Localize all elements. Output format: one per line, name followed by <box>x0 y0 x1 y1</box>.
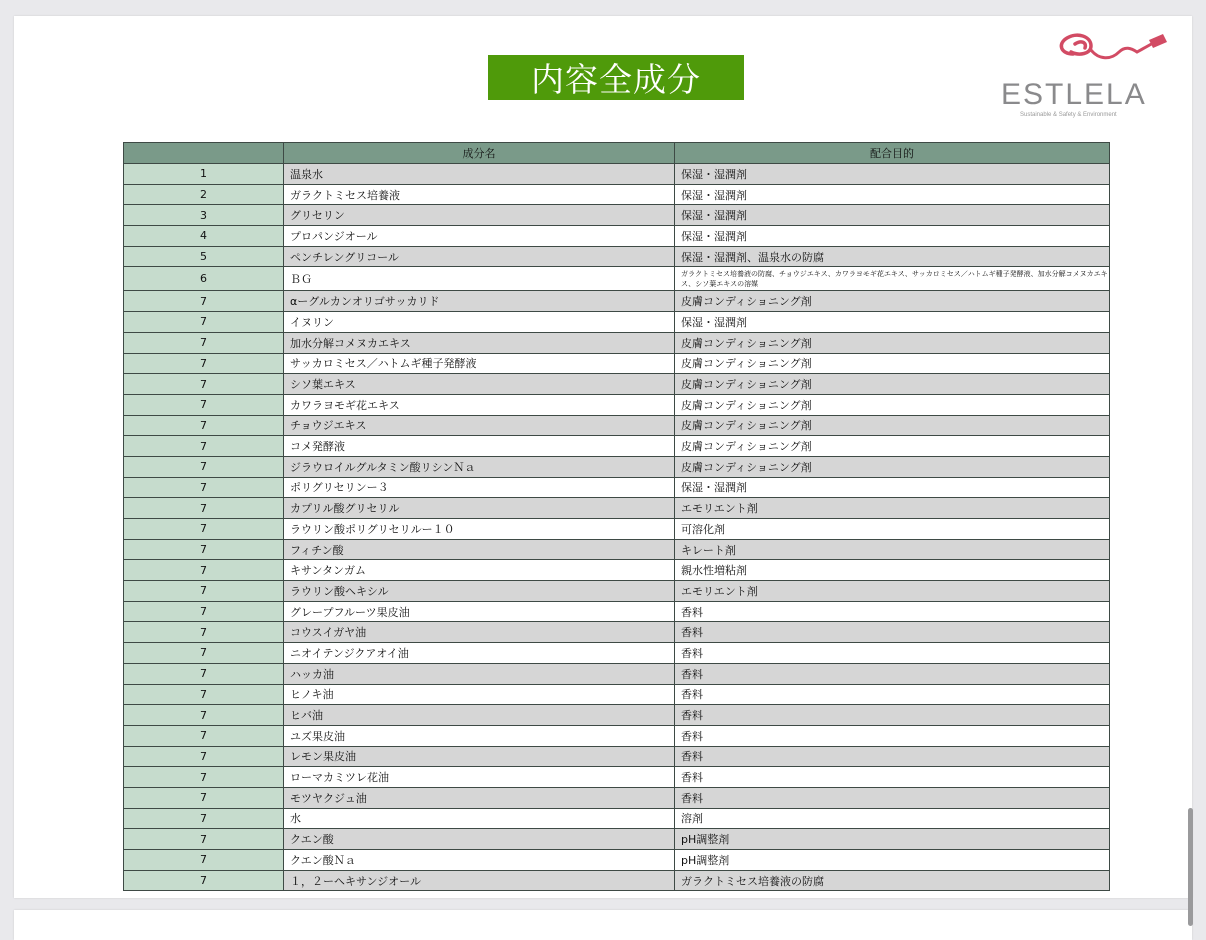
ingredient-purpose: 保湿・湿潤剤、温泉水の防腐 <box>675 246 1110 267</box>
row-number: 3 <box>124 205 284 226</box>
ingredient-purpose: 保湿・湿潤剤 <box>675 205 1110 226</box>
row-number: 7 <box>124 332 284 353</box>
row-number: 6 <box>124 267 284 291</box>
page-title: 内容全成分 <box>488 55 744 100</box>
ingredient-name: 水 <box>284 808 675 829</box>
ingredient-purpose: キレート剤 <box>675 539 1110 560</box>
ingredient-purpose: 香料 <box>675 705 1110 726</box>
ingredient-name: サッカロミセス／ハトムギ種子発酵液 <box>284 353 675 374</box>
ingredient-name: カワラヨモギ花エキス <box>284 394 675 415</box>
ingredient-purpose: 香料 <box>675 601 1110 622</box>
table-row <box>124 581 1110 602</box>
row-number: 7 <box>124 601 284 622</box>
viewer-top-bar <box>0 0 1206 16</box>
ingredient-name: フィチン酸 <box>284 539 675 560</box>
ingredient-purpose: 皮膚コンディショニング剤 <box>675 291 1110 312</box>
row-number: 7 <box>124 374 284 395</box>
next-page <box>14 910 1192 940</box>
table-row <box>124 164 1110 185</box>
ingredient-purpose: 保湿・湿潤剤 <box>675 164 1110 185</box>
table-row <box>124 643 1110 664</box>
table-row <box>124 477 1110 498</box>
ingredient-purpose: 香料 <box>675 767 1110 788</box>
row-number: 7 <box>124 498 284 519</box>
row-number: 7 <box>124 787 284 808</box>
row-number: 7 <box>124 519 284 540</box>
row-number: 7 <box>124 705 284 726</box>
ingredient-purpose: 溶剤 <box>675 808 1110 829</box>
row-number: 7 <box>124 456 284 477</box>
row-number: 7 <box>124 829 284 850</box>
ingredient-purpose: ガラクトミセス培養液の防腐 <box>675 870 1110 891</box>
ingredient-name: ジラウロイルグルタミン酸リシンＮａ <box>284 456 675 477</box>
table-row <box>124 374 1110 395</box>
ingredient-name: レモン果皮油 <box>284 746 675 767</box>
ingredient-name: 加水分解コメヌカエキス <box>284 332 675 353</box>
row-number: 7 <box>124 291 284 312</box>
ingredient-name: αーグルカンオリゴサッカリド <box>284 291 675 312</box>
ingredient-name: ペンチレングリコール <box>284 246 675 267</box>
row-number: 7 <box>124 353 284 374</box>
row-number: 7 <box>124 663 284 684</box>
row-number: 7 <box>124 539 284 560</box>
table-row <box>124 746 1110 767</box>
ingredient-purpose: 親水性増粘剤 <box>675 560 1110 581</box>
ingredient-purpose: 皮膚コンディショニング剤 <box>675 332 1110 353</box>
ingredient-name: シソ葉エキス <box>284 374 675 395</box>
ingredient-purpose: 皮膚コンディショニング剤 <box>675 456 1110 477</box>
table-row <box>124 267 1110 291</box>
ingredient-purpose: 可溶化剤 <box>675 519 1110 540</box>
ingredient-name: クエン酸 <box>284 829 675 850</box>
header-purpose: 配合目的 <box>675 143 1110 164</box>
row-number: 7 <box>124 436 284 457</box>
table-row <box>124 226 1110 247</box>
table-row <box>124 684 1110 705</box>
ingredients-table <box>123 142 1110 891</box>
table-row <box>124 601 1110 622</box>
ingredient-purpose: 香料 <box>675 725 1110 746</box>
ingredient-name: クエン酸Ｎａ <box>284 850 675 871</box>
table-row <box>124 246 1110 267</box>
row-number: 7 <box>124 643 284 664</box>
ingredient-purpose: エモリエント剤 <box>675 581 1110 602</box>
row-number: 7 <box>124 415 284 436</box>
ingredient-name: カプリル酸グリセリル <box>284 498 675 519</box>
table-row <box>124 539 1110 560</box>
table-row <box>124 663 1110 684</box>
table-row <box>124 312 1110 333</box>
ingredient-name: ガラクトミセス培養液 <box>284 184 675 205</box>
ingredient-name: グリセリン <box>284 205 675 226</box>
ingredient-purpose: 皮膚コンディショニング剤 <box>675 374 1110 395</box>
table-row <box>124 829 1110 850</box>
table-row <box>124 291 1110 312</box>
ingredient-purpose: 皮膚コンディショニング剤 <box>675 353 1110 374</box>
ingredient-purpose: 香料 <box>675 787 1110 808</box>
ingredient-purpose: 香料 <box>675 622 1110 643</box>
ingredient-name: ラウリン酸ヘキシル <box>284 581 675 602</box>
row-number: 7 <box>124 746 284 767</box>
table-row <box>124 560 1110 581</box>
row-number: 2 <box>124 184 284 205</box>
table-row <box>124 436 1110 457</box>
row-number: 7 <box>124 394 284 415</box>
ingredient-purpose: ガラクトミセス培養液の防腐、チョウジエキス、カワラヨモギ花エキス、サッカロミセス／ハトムギ種子発酵液、加水分解コメヌカエキス、シソ葉エキスの溶媒 <box>675 267 1110 291</box>
table-row <box>124 205 1110 226</box>
table-row <box>124 415 1110 436</box>
row-number: 7 <box>124 850 284 871</box>
row-number: 7 <box>124 808 284 829</box>
table-row <box>124 456 1110 477</box>
ingredient-purpose: 香料 <box>675 643 1110 664</box>
ingredient-purpose: 保湿・湿潤剤 <box>675 184 1110 205</box>
ingredient-name: ラウリン酸ポリグリセリルー１０ <box>284 519 675 540</box>
row-number: 7 <box>124 622 284 643</box>
row-number: 7 <box>124 312 284 333</box>
row-number: 7 <box>124 870 284 891</box>
row-number: 4 <box>124 226 284 247</box>
ingredient-name: キサンタンガム <box>284 560 675 581</box>
ingredient-purpose: 皮膚コンディショニング剤 <box>675 415 1110 436</box>
ingredient-purpose: 保湿・湿潤剤 <box>675 312 1110 333</box>
ingredient-name: グレープフルーツ果皮油 <box>284 601 675 622</box>
ingredient-name: チョウジエキス <box>284 415 675 436</box>
table-row <box>124 808 1110 829</box>
ingredient-purpose: 皮膚コンディショニング剤 <box>675 394 1110 415</box>
ingredient-name: ＢＧ <box>284 267 675 291</box>
ingredient-name: プロパンジオール <box>284 226 675 247</box>
ingredient-name: ポリグリセリンー３ <box>284 477 675 498</box>
ingredient-name: コウスイガヤ油 <box>284 622 675 643</box>
table-row <box>124 394 1110 415</box>
row-number: 7 <box>124 581 284 602</box>
ingredient-purpose: pH調整剤 <box>675 850 1110 871</box>
table-row <box>124 498 1110 519</box>
ingredient-name: ハッカ油 <box>284 663 675 684</box>
table-row <box>124 519 1110 540</box>
ingredient-name: １，２ーヘキサンジオール <box>284 870 675 891</box>
row-number: 5 <box>124 246 284 267</box>
table-header-row <box>124 143 1110 164</box>
ingredient-name: イヌリン <box>284 312 675 333</box>
table-row <box>124 705 1110 726</box>
row-number: 7 <box>124 477 284 498</box>
table-row <box>124 850 1110 871</box>
table-row <box>124 332 1110 353</box>
header-number <box>124 143 284 164</box>
table-row <box>124 184 1110 205</box>
table-body <box>124 164 1110 891</box>
ingredient-name: ヒバ油 <box>284 705 675 726</box>
row-number: 7 <box>124 684 284 705</box>
ingredient-name: ローマカミツレ花油 <box>284 767 675 788</box>
header-ingredient-name: 成分名 <box>284 143 675 164</box>
ingredient-name: ヒノキ油 <box>284 684 675 705</box>
table-row <box>124 725 1110 746</box>
row-number: 7 <box>124 560 284 581</box>
ingredient-purpose: 保湿・湿潤剤 <box>675 226 1110 247</box>
scrollbar[interactable] <box>1188 808 1193 926</box>
ingredient-purpose: 香料 <box>675 663 1110 684</box>
table-row <box>124 353 1110 374</box>
ingredient-purpose: 香料 <box>675 746 1110 767</box>
ingredient-name: 温泉水 <box>284 164 675 185</box>
ingredient-name: コメ発酵液 <box>284 436 675 457</box>
brand-name: ESTLELA <box>1001 78 1147 111</box>
ingredient-name: ニオイテンジクアオイ油 <box>284 643 675 664</box>
table-row <box>124 787 1110 808</box>
table-row <box>124 622 1110 643</box>
ingredient-purpose: 皮膚コンディショニング剤 <box>675 436 1110 457</box>
ingredient-purpose: 香料 <box>675 684 1110 705</box>
row-number: 7 <box>124 767 284 788</box>
row-number: 7 <box>124 725 284 746</box>
ingredient-purpose: pH調整剤 <box>675 829 1110 850</box>
brand-tagline: Sustainable & Safety & Environment <box>1020 112 1117 118</box>
ingredient-name: モツヤクジュ油 <box>284 787 675 808</box>
ingredient-purpose: エモリエント剤 <box>675 498 1110 519</box>
table-row <box>124 767 1110 788</box>
row-number: 1 <box>124 164 284 185</box>
ingredient-purpose: 保湿・湿潤剤 <box>675 477 1110 498</box>
ingredient-name: ユズ果皮油 <box>284 725 675 746</box>
table-row <box>124 870 1110 891</box>
